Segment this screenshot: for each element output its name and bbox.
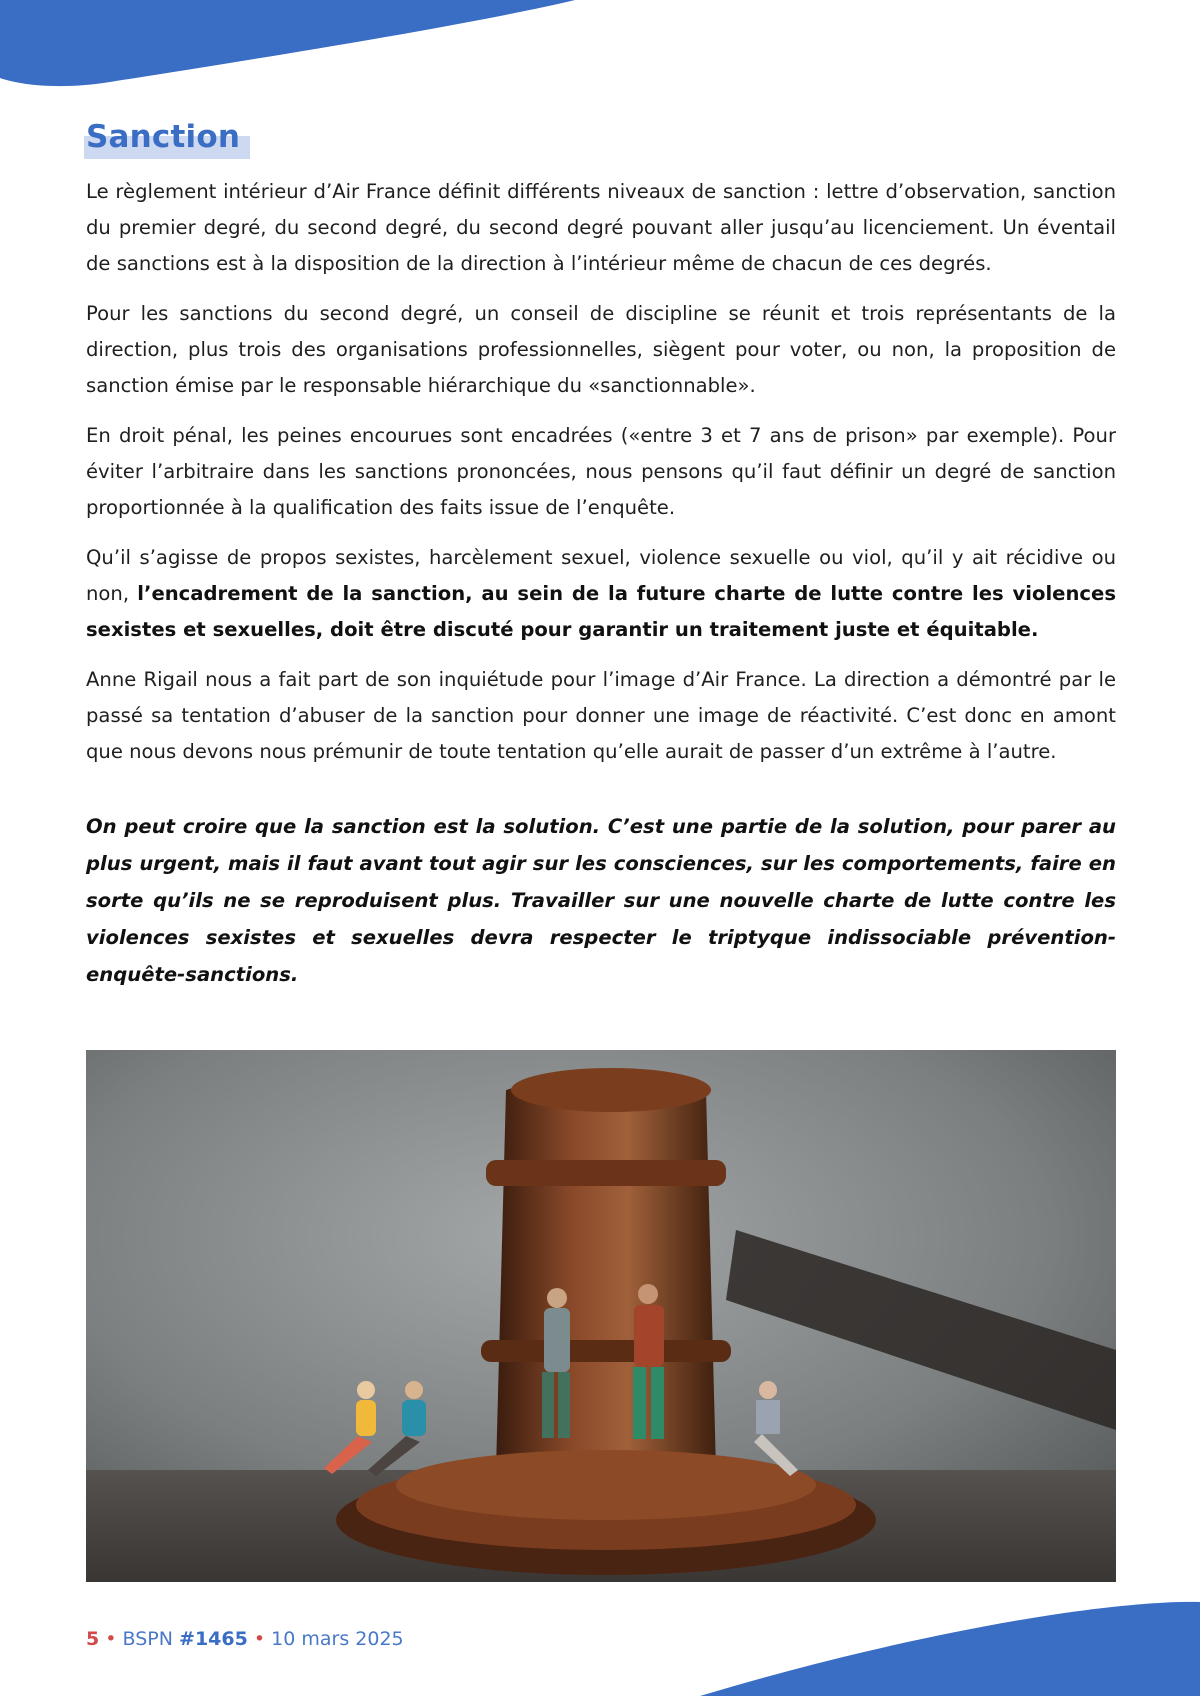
- article-body: [86, 174, 1116, 993]
- gavel-with-figurines-icon: [86, 1050, 1116, 1582]
- footer-separator-2: •: [253, 1628, 266, 1650]
- paragraph-5: Anne Rigail nous a fait part de son inquiétude pour l’image d’Air France. La direction a démontré par le passé sa tentation d’abuser de la sanction pour donner une image de réactivité. C’est donc en amont que nous devons nous prémunir de toute tentation qu’elle aurait de passer d’un extrême à l’autre.: [86, 668, 1116, 763]
- paragraph-4: [86, 540, 1116, 648]
- gavel-photo: [86, 1050, 1116, 1582]
- footer-separator-1: •: [105, 1628, 117, 1650]
- section-heading: [86, 118, 240, 162]
- paragraph-4-text: Qu’il s’agisse de propos sexistes, harcèlement sexuel, violence sexuelle ou viol, qu’il y ait récidive ou non,: [86, 546, 1116, 605]
- section-title: Sanction: [86, 119, 241, 155]
- paragraph-2: Pour les sanctions du second degré, un conseil de discipline se réunit et trois représentants de la direction, plus trois des organisations professionnelles, siègent pour voter, ou non, la proposition de sanction émise par le responsable hiérarchique du «sanctionnable».: [86, 302, 1116, 397]
- publication-date: 10 mars 2025: [271, 1628, 404, 1650]
- paragraph-4-emphasis: l’encadrement de la sanction, au sein de la future charte de lutte contre les violences sexistes et sexuelles, doit être discuté pour garantir un traitement juste et équitable.: [86, 582, 1116, 641]
- top-wave-decoration: [0, 0, 1200, 100]
- issue-number: #1465: [179, 1628, 248, 1650]
- publication-name: BSPN: [122, 1628, 173, 1650]
- closing-quote: On peut croire que la sanction est la solution. C’est une partie de la solution, pour parer au plus urgent, mais il faut avant tout agir sur les consciences, sur les comportements, faire en sorte qu’ils ne se reproduisent plus. Travailler sur une nouvelle charte de lutte contre les violences sexistes et sexuelles devra respecter le triptyque indissociable prévention-enquête-sanctions.: [86, 815, 1116, 986]
- paragraph-3: En droit pénal, les peines encourues sont encadrées («entre 3 et 7 ans de prison» par exemple). Pour éviter l’arbitraire dans les sanctions prononcées, nous pensons qu’il faut définir un degré de sanction proportionnée à la qualification des faits issue de l’enquête.: [86, 424, 1116, 519]
- page-footer: [86, 1626, 404, 1652]
- paragraph-1: Le règlement intérieur d’Air France définit différents niveaux de sanction : lettre d’observation, sanction du premier degré, du second degré, du second degré pouvant aller jusqu’au licenciement. Un éventail de sanctions est à la disposition de la direction à l’intérieur même de chacun de ces degrés.: [86, 180, 1116, 275]
- page-number: 5: [86, 1628, 100, 1650]
